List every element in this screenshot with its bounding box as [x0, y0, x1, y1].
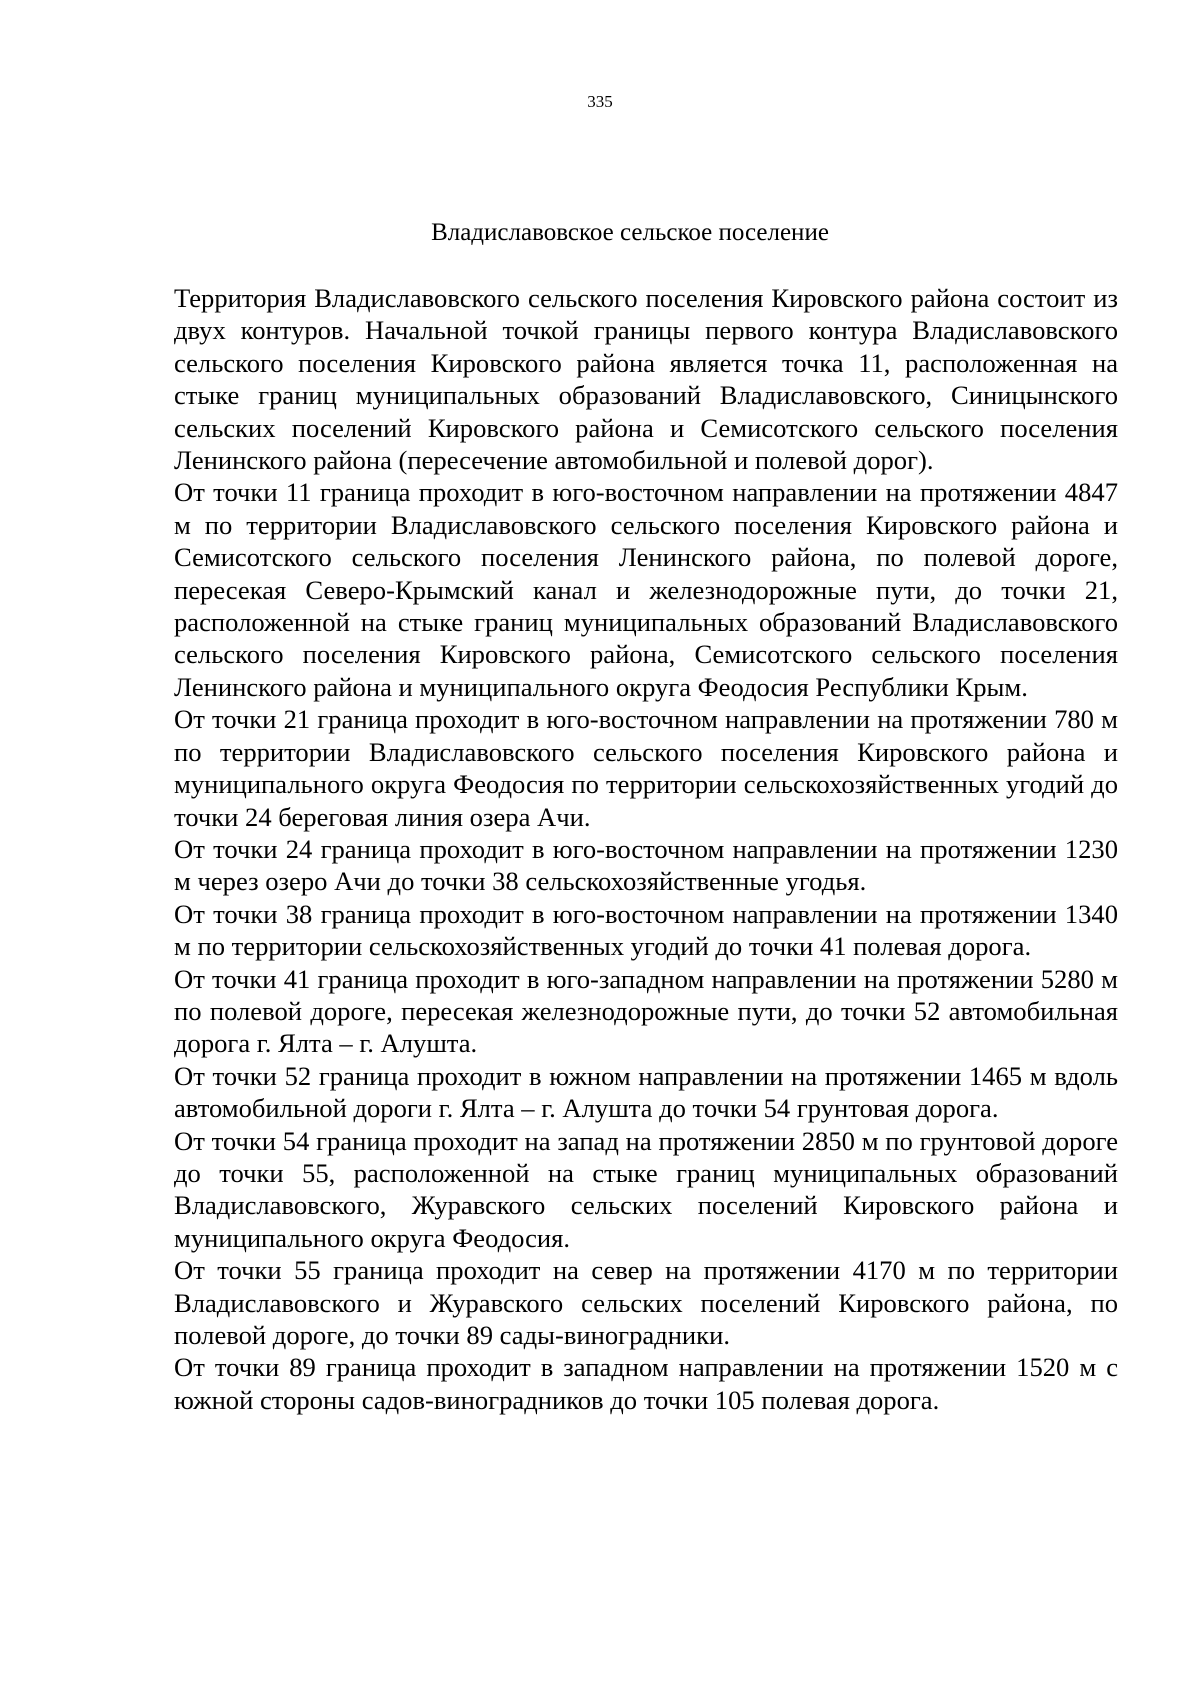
paragraph: От точки 24 граница проходит в юго-восточном направлении на протяжении 1230 м через озеро Ачи до точки 38 сельскохозяйственные угодья. — [174, 833, 1118, 897]
paragraph: От точки 54 граница проходит на запад на протяжении 2850 м по грунтовой дороге до точки 55, расположенной на стыке границ муниципальных образований Владиславовского, Журавского сельских поселений Кировского района и муниципального округа Феодосия. — [174, 1125, 1118, 1253]
paragraph: От точки 38 граница проходит в юго-восточном направлении на протяжении 1340 м по территории сельскохозяйственных угодий до точки 41 полевая дорога. — [174, 898, 1118, 962]
document-title: Владиславовское сельское поселение — [431, 219, 829, 246]
paragraph: От точки 21 граница проходит в юго-восточном направлении на протяжении 780 м по территории Владиславовского сельского поселения Кировского района и муниципального округа Феодосия по территории сельскохозяйственных угодий до точки 24 береговая линия озера Ачи. — [174, 704, 1118, 832]
paragraph: От точки 55 граница проходит на север на протяжении 4170 м по территории Владиславовского и Журавского сельских поселений Кировского района, по полевой дороге, до точки 89 сады-виноградники. — [174, 1255, 1118, 1350]
paragraph: От точки 11 граница проходит в юго-восточном направлении на протяжении 4847 м по территории Владиславовского сельского поселения Кировского района и Семисотского сельского поселения Ленинского района, по полевой дороге, пересекая Северо-Крымский канал и железнодорожные пути, до точки 21, расположенной на стыке границ муниципальных образований Владиславовского сельского поселения Кировского района, Семисотского сельского поселения Ленинского района и муниципального округа Феодосия Республики Крым. — [174, 477, 1118, 702]
paragraph: Территория Владиславовского сельского поселения Кировского района состоит из двух контуров. Начальной точкой границы первого контура Владиславовского сельского поселения Кировского района является точка 11, расположенная на стыке границ муниципальных образований Владиславовского, Синицынского сельских поселений Кировского района и Семисотского сельского поселения Ленинского района (пересечение автомобильной и полевой дорог). — [174, 283, 1118, 476]
page-number: 335 — [587, 92, 613, 111]
paragraph: От точки 52 граница проходит в южном направлении на протяжении 1465 м вдоль автомобильной дороги г. Ялта – г. Алушта до точки 54 грунтовая дорога. — [174, 1060, 1118, 1124]
paragraph: От точки 89 граница проходит в западном направлении на протяжении 1520 м с южной стороны садов-виноградников до точки 105 полевая дорога. — [174, 1352, 1118, 1415]
document-body — [174, 282, 1118, 1416]
paragraph: От точки 41 граница проходит в юго-западном направлении на протяжении 5280 м по полевой дороге, пересекая железнодорожные пути, до точки 52 автомобильная дорога г. Ялта – г. Алушта. — [174, 963, 1118, 1059]
